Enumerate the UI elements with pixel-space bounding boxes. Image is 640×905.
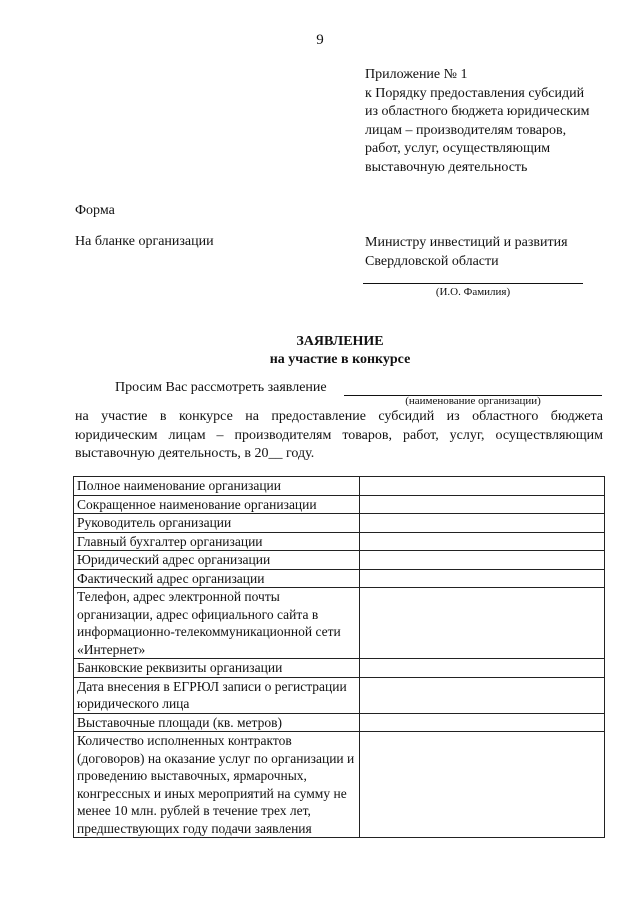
table-cell-label: Фактический адрес организации [74, 569, 360, 588]
table-row [74, 732, 605, 838]
appendix-line: к Порядку предоставления субсидий [365, 85, 585, 101]
appendix-line: работ, услуг, осуществляющим [365, 141, 551, 156]
table-cell-value [359, 659, 604, 678]
letterhead-note: На бланке организации [75, 234, 214, 249]
table-cell-value [359, 495, 604, 514]
table-row [74, 713, 605, 732]
table-cell-label: Телефон, адрес электронной почты организации, адрес официального сайта в информационно-телекоммуникационной сети «Интернет» [74, 588, 360, 659]
table-row [74, 569, 605, 588]
application-table [73, 476, 605, 838]
table-cell-value [359, 551, 604, 570]
addressee-line: Министру инвестиций и развития [365, 235, 568, 250]
table-row [74, 514, 605, 533]
table-cell-label: Выставочные площади (кв. метров) [74, 713, 360, 732]
table-cell-value [359, 532, 604, 551]
addressee-name-caption: (И.О. Фамилия) [435, 286, 511, 298]
title-main: ЗАЯВЛЕНИЕ [296, 334, 384, 349]
appendix-line: выставочную деятельность [365, 159, 528, 175]
addressee-name-line [363, 283, 583, 284]
addressee-line: Свердловской области [365, 253, 499, 269]
request-text: Просим Вас рассмотреть заявление [115, 380, 327, 395]
table-row [74, 659, 605, 678]
table-cell-label: Банковские реквизиты организации [74, 659, 360, 678]
appendix-line: лицам – производителям товаров, [365, 122, 567, 138]
table-row [74, 532, 605, 551]
table-cell-label: Юридический адрес организации [74, 551, 360, 570]
table-cell-label: Количество исполненных контрактов (договоров) на оказание услуг по организации и проведению выставочных, ярмарочных, конгрессных и иных мероприятий на сумму не менее 10 млн. рублей в течение трех лет, предшествующих году подачи заявления [74, 732, 360, 838]
title-sub: на участие в конкурсе [269, 352, 411, 367]
addressee-block [365, 234, 625, 271]
table-cell-value [359, 569, 604, 588]
organization-name-caption: (наименование организации) [405, 395, 541, 407]
table-row [74, 588, 605, 659]
appendix-line: из областного бюджета юридическим [365, 104, 590, 119]
appendix-header [365, 66, 625, 177]
table-row [74, 551, 605, 570]
table-cell-value [359, 677, 604, 713]
appendix-line: Приложение № 1 [365, 67, 468, 82]
table-cell-label: Полное наименование организации [74, 477, 360, 496]
table-cell-label: Дата внесения в ЕГРЮЛ записи о регистрации юридического лица [74, 677, 360, 713]
document-title [0, 333, 640, 369]
table-cell-value [359, 713, 604, 732]
table-cell-label: Главный бухгалтер организации [74, 532, 360, 551]
table-cell-label: Руководитель организации [74, 514, 360, 533]
table-row [74, 477, 605, 496]
table-row [74, 677, 605, 713]
table-cell-value [359, 477, 604, 496]
table-cell-value [359, 732, 604, 838]
form-label: Форма [75, 203, 115, 218]
table-cell-value [359, 588, 604, 659]
table-cell-label: Сокращенное наименование организации [74, 495, 360, 514]
page-number: 9 [316, 32, 324, 48]
table-cell-value [359, 514, 604, 533]
request-body: на участие в конкурсе на предоставление субсидий из областного бюджета юридическим лицам – производителям товаров, работ, услуг, осуществляющим выставочную деятельность, в 20__ году. [75, 409, 603, 461]
table-row [74, 495, 605, 514]
